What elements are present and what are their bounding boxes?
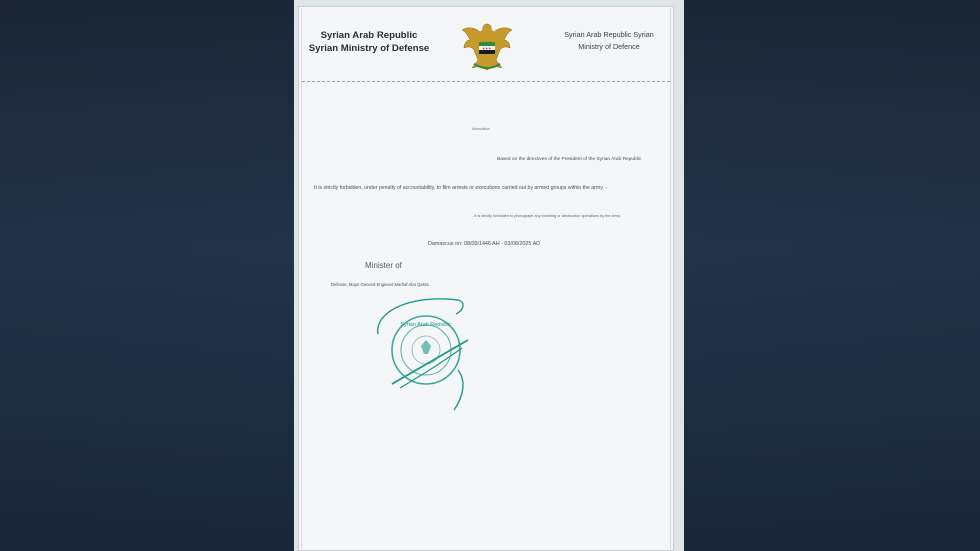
- header-right: [548, 29, 670, 53]
- header-right-line2: Ministry of Defence: [578, 42, 640, 51]
- main-order-text: It is strictly forbidden, under penalty of accountability, to film arrests or executions carried out by armed groups within the army. -: [314, 185, 608, 191]
- document-border: [301, 8, 671, 549]
- reference-text: Ammunition: [472, 127, 490, 131]
- minister-title: Minister of: [365, 261, 402, 270]
- svg-text:★★★: ★★★: [482, 46, 492, 51]
- date-text: Damascus on: 08/09/1446 AH - 03/08/2025 AD: [428, 241, 541, 247]
- stamp-text: Syrian Arab Republic: [400, 322, 452, 328]
- header-left: [304, 29, 434, 55]
- blurred-background-right: [684, 0, 980, 551]
- header-left-line2: Syrian Ministry of Defense: [308, 43, 430, 54]
- directive-text: Based on the directives of the President of the Syrian Arab Republic: [497, 157, 642, 162]
- blurred-background-left: [0, 0, 294, 551]
- minister-name: Defense, Major General Engineer Marhaf Abu Qasra: [331, 282, 429, 287]
- official-seal-stamp: [370, 292, 475, 414]
- header-divider: [302, 81, 670, 82]
- header-right-line1: Syrian Arab Republic Syrian: [564, 30, 654, 39]
- syrian-eagle-emblem-icon: [458, 20, 516, 74]
- header-left-line1: Syrian Arab Republic: [320, 30, 418, 41]
- note-text: - It is strictly forbidden to photograph any bombing or destruction operations by the army.: [472, 214, 621, 218]
